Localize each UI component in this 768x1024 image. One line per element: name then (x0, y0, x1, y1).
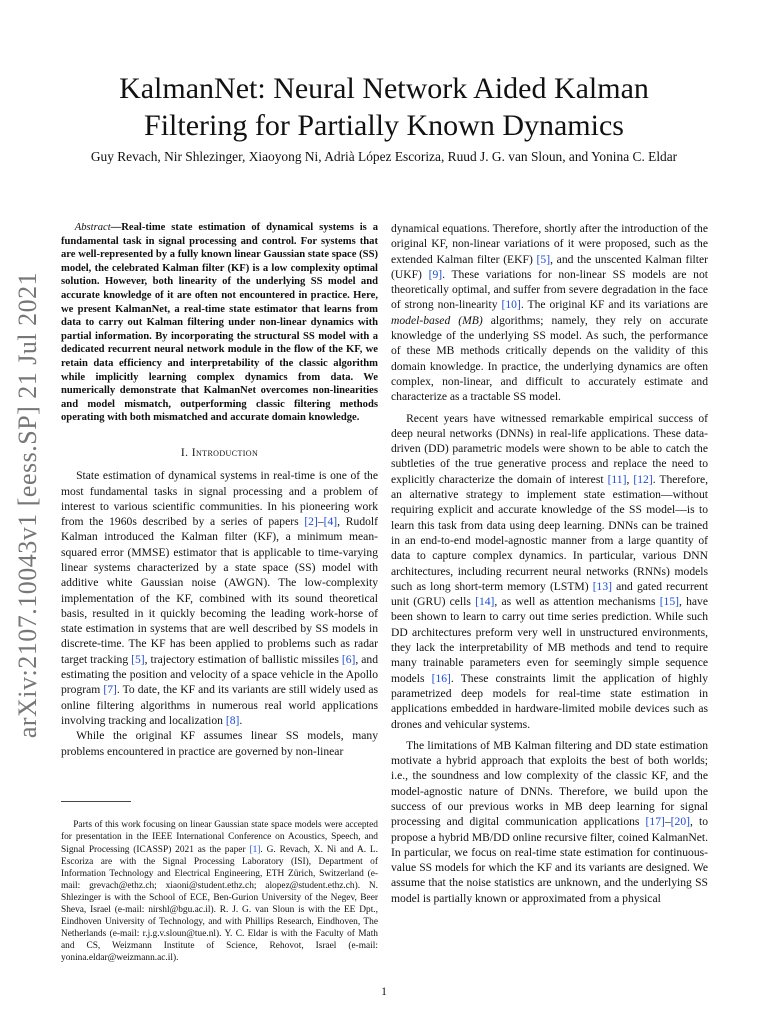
paper-title (60, 70, 708, 144)
citation-link[interactable]: [12] (633, 472, 653, 486)
text-span: , and the unscented Kalman filter (UKF) (391, 252, 708, 281)
citation-link[interactable]: [14] (475, 595, 495, 609)
text-span: Parts of this work focusing on linear Gaussian state space models were accepted for presentation in the IEEE International Conference on Acoustics, Speech, and Signal Processing (ICASSP) 2021 as the paper (61, 820, 378, 855)
citation-link[interactable]: [2] (304, 515, 318, 529)
citation-link[interactable]: [13] (592, 579, 613, 593)
footnote-divider (61, 801, 131, 802)
author-list: Guy Revach, Nir Shlezinger, Xiaoyong Ni, Adrià López Escoriza, Ruud J. G. van Sloun, and Yonina C. Eldar (90, 149, 678, 164)
text-span: – (664, 815, 671, 829)
intro-paragraph-2: While the original KF assumes linear SS models, many problems encountered in practice are governed by non-linear (61, 729, 378, 758)
text-span: , have been shown to learn to carry out time series prediction. While such DD architectures preform very well in unstructured environments, they lack the interpretability of MB methods and tend to require many trainable parameters even for seemingly simple sequence models (391, 595, 708, 685)
text-span: , Rudolf Kalman introduced the Kalman filter (KF), a minimum mean-squared error (MMSE) estimator that is applicable to time-varying linear systems characterized by a state space (SS) model with additive white Gaussian noise (AWGN). The low-complexity implementation of the KF, combined with its sound theoretical basis, resulted in it quickly becoming the leading work-horse of state estimation in systems that are well described by SS models in discrete-time. The KF has been applied to problems such as radar target tracking (61, 515, 378, 666)
title-line-2: Filtering for Partially Known Dynamics (144, 109, 624, 142)
text-span: , to propose a hybrid MB/DD online recursive filter, coined KalmanNet. In particular, we focus on real-time state estimation for continuous-value SS models for which the KF and its variants are designed. We assume that the noise statistics are unknown, and the underlying SS model is partially known or approximated from a physical (391, 815, 708, 905)
text-span: . These constraints limit the application of highly parametrized deep models for real-time state estimation in applications embedded in hardware-limited mobile devices such as drones and vehicular systems. (391, 671, 709, 731)
page-number: 1 (381, 985, 387, 998)
footnote (61, 819, 378, 964)
citation-link[interactable]: [5] (131, 652, 145, 666)
section-title: Introduction (191, 445, 259, 459)
citation-link[interactable]: [4] (323, 515, 338, 529)
citation-link[interactable]: [8] (225, 713, 240, 727)
text-span: Recent years have witnessed remarkable empirical success of deep neural networks (DNNs) in real-life applications. These data-driven (DD) parametric models were shown to be able to catch the subtleties of the true generative process and replace the need to explicitly characterize the domain of interest (391, 411, 708, 486)
emphasis: model-based (MB) (391, 313, 483, 327)
intro-paragraph-1 (61, 468, 378, 728)
text-span: State estimation of dynamical systems in real-time is one of the most fundamental tasks in signal processing and a problem of interest to various scientific communities. In his pioneering work from the 1960s described by a series of papers (61, 469, 378, 529)
text-span: . These variations for non-linear SS models are not theoretically optimal, and suffer from severe degradation in the face of strong non-linearity (391, 267, 708, 312)
citation-link[interactable]: [20] (670, 815, 690, 829)
citation-link[interactable]: [15] (659, 595, 680, 609)
citation-link[interactable]: [7] (103, 683, 117, 697)
title-line-1: KalmanNet: Neural Network Aided Kalman (119, 72, 649, 105)
text-span: . (239, 713, 243, 727)
abstract-label: Abstract (74, 222, 111, 233)
citation-link[interactable]: [5] (536, 252, 551, 266)
text-span: dynamical equations. Therefore, shortly after the introduction of the original KF, non-linear variations of it were proposed, such as the extended Kalman filter (EKF) (391, 222, 708, 266)
text-span: . G. Revach, X. Ni and A. L. Escoriza are with the Signal Processing Laboratory (ISI), Department of Information Technology and Electrical Engineering, ETH Zürich, Switzerland (e-mail: grevach@ethz.ch; xiaoni@student.ethz.ch; alopez@student.ethz.ch). N. Shlezinger is with the School of ECE, Ben-Gurion University of the Negev, Beer Sheva, Israel (e-mail: nirshl@bgu.ac.il). R. J. G. van Sloun is with the EE Dpt., Eindhoven University of Technology, and with Phillips Research, Eindhoven, The Netherlands (e-mail: r.j.g.v.sloun@tue.nl). Y. C. Eldar is with the Faculty of Math and CS, Weizmann Institute of Science, Rehovot, Israel (e-mail: yonina.eldar@weizmann.ac.il). (61, 844, 378, 964)
text-span: . To date, the KF and its variants are still widely used as online filtering algorithms in numerous real world applications involving tracking and localization (61, 683, 378, 727)
text-span: algorithms; namely, they rely on accurate knowledge of the underlying SS model. As such, the performance of these MB methods critically depends on the validity of this domain knowledge. In practice, the underlying dynamics are often complex, non-linear, and difficult to accurately estimate and characterize as a tractable SS model. (391, 313, 708, 404)
arxiv-side-stamp (6, 271, 50, 739)
section-heading (61, 445, 378, 460)
text-span: The limitations of MB Kalman filtering and DD state estimation motivate a hybrid approach that exploits the best of both worlds; i.e., the soundness and low complexity of the classic KF, and the model-agnostic nature of DNNs. Therefore, we build upon the success of our previous works in MB deep learning for signal processing and digital communication applications (391, 738, 708, 829)
citation-link[interactable]: [16] (431, 671, 451, 685)
text-span: , trajectory estimation of ballistic missiles (144, 652, 342, 666)
citation-link[interactable]: [10] (501, 298, 521, 312)
citation-link[interactable]: [17] (645, 815, 665, 829)
text-span: , and estimating the position and velocity of a space vehicle in the Apollo program (61, 652, 379, 697)
citation-link[interactable]: [9] (428, 267, 443, 281)
text-span: – (317, 515, 324, 529)
abstract (61, 221, 378, 425)
left-column (61, 221, 378, 759)
text-span: . The original KF and its variations are (520, 298, 708, 312)
text-span: , as well as attention mechanisms (494, 595, 660, 609)
arxiv-identifier: arXiv:2107.10043v1 [eess.SP] 21 Jul 2021 (13, 271, 42, 739)
right-paragraph-2 (391, 411, 708, 732)
text-span: , (626, 472, 634, 486)
right-column (391, 221, 708, 906)
citation-link[interactable]: [6] (341, 652, 356, 666)
text-span: . Therefore, an alternative strategy to implement state estimation—without requiring explicit and accurate knowledge of the SS model—is to learn this task from data using deep learning. DNNs can be trained in an end-to-end model-agnostic manner from a large quantity of data to capture complex dynamics. In particular, various DNN architectures, including recurrent neural networks (RNNs) models such as long short-term memory (LSTM) (391, 472, 708, 593)
citation-link[interactable]: [11] (607, 472, 627, 486)
citation-link[interactable]: [1] (249, 844, 261, 855)
section-number: I. (180, 445, 189, 459)
right-paragraph-1 (391, 221, 708, 405)
right-paragraph-3 (391, 738, 708, 906)
text-span: and gated recurrent unit (GRU) cells (391, 579, 708, 609)
abstract-text: —Real-time state estimation of dynamical systems is a fundamental task in signal processing and control. For systems that are well-represented by a fully known linear Gaussian state space (SS) model, the celebrated Kalman filter (KF) is a low complexity optimal solution. However, both linearity of the underlying SS model and accurate knowledge of it are often not encountered in practice. Here, we present KalmanNet, a real-time state estimator that learns from data to carry out Kalman filtering under non-linear dynamics with partial information. By incorporating the structural SS model with a dedicated recurrent neural network module in the flow of the KF, we retain data efficiency and interpretability of the classic algorithm while implicitly learning complex dynamics from data. We numerically demonstrate that KalmanNet overcomes non-linearities and model mismatch, outperforming classic filtering methods operating with both mismatched and accurate domain knowledge. (61, 222, 378, 424)
